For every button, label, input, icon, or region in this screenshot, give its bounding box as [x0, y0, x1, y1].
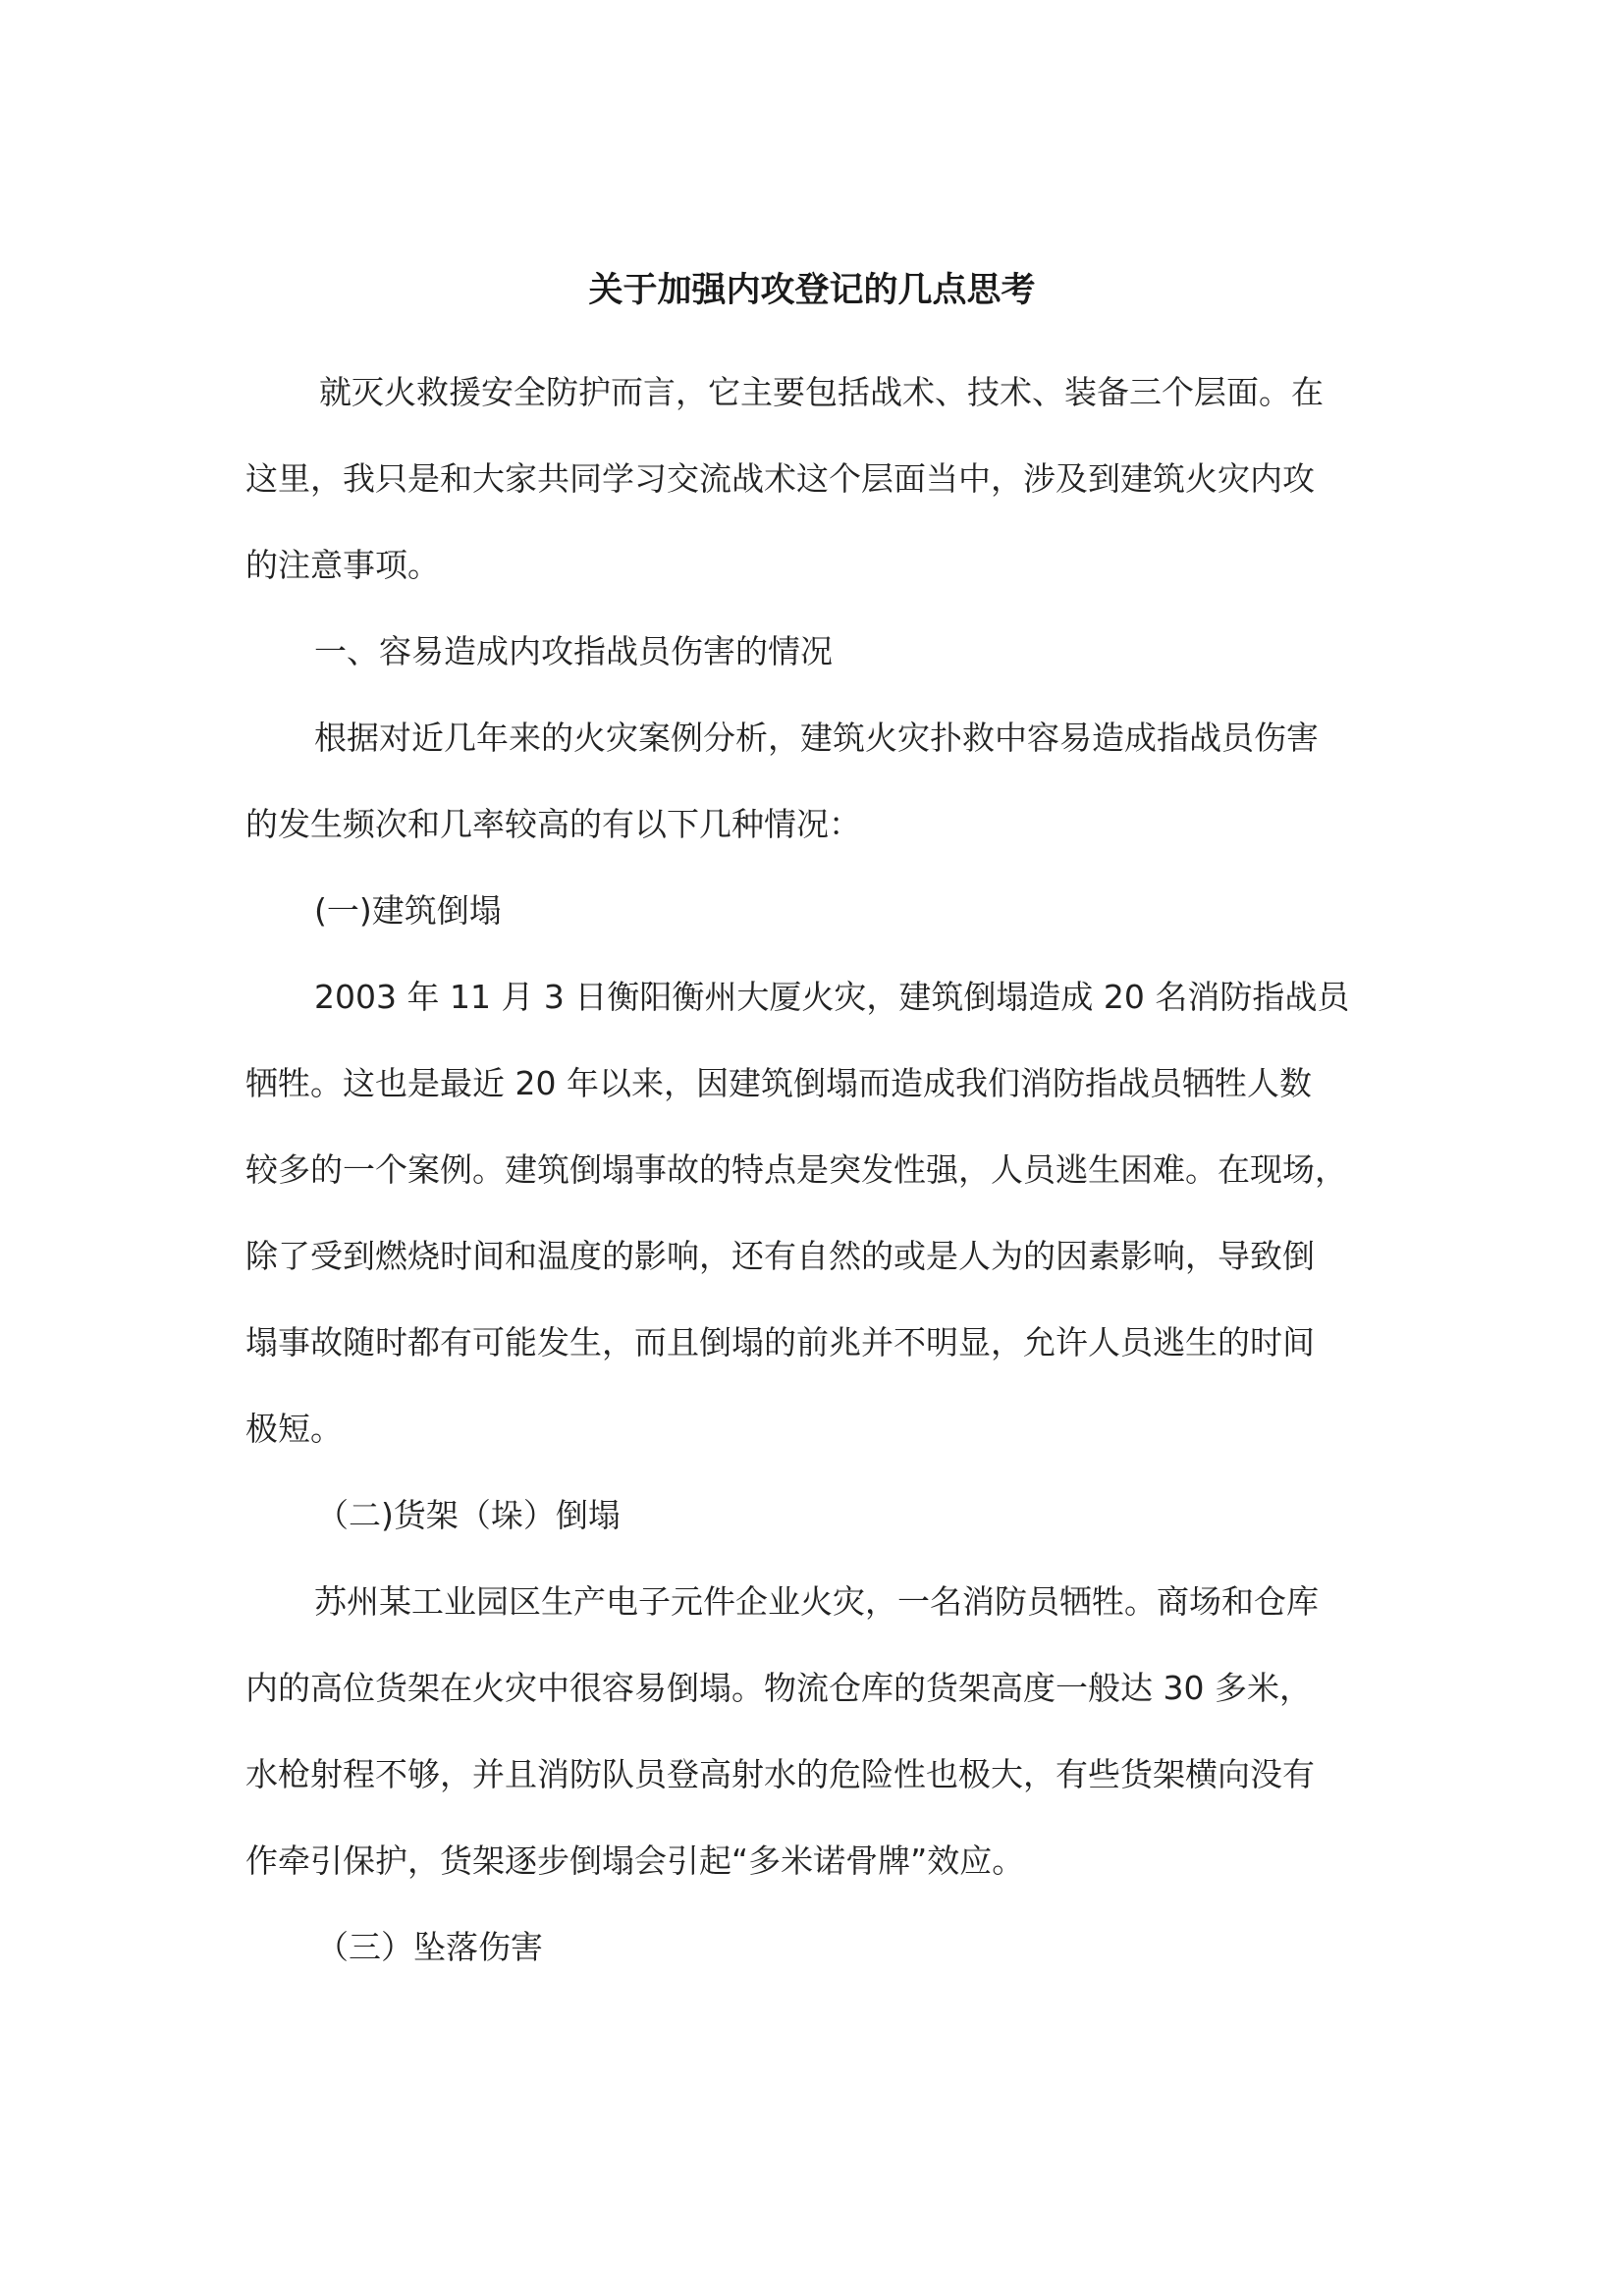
- paragraph-line: 除了受到燃烧时间和温度的影响，还有自然的或是人为的因素影响，导致倒: [245, 1237, 1315, 1275]
- paragraph-line: 作牵引保护，货架逐步倒塌会引起“多米诺骨牌”效应。: [245, 1842, 1025, 1880]
- paragraph-line: 的发生频次和几率较高的有以下几种情况：: [245, 805, 861, 843]
- paragraph-line: 的注意事项。: [245, 546, 440, 584]
- paragraph-line: 根据对近几年来的火灾案例分析，建筑火灾扑救中容易造成指战员伤害: [314, 719, 1319, 757]
- section-heading: 一、容易造成内攻指战员伤害的情况: [314, 632, 833, 670]
- subsection-heading: （二)货架（垛）倒塌: [316, 1496, 621, 1534]
- paragraph-line: 塌事故随时都有可能发生，而且倒塌的前兆并不明显，允许人员逃生的时间: [245, 1323, 1315, 1362]
- paragraph-line: 牺牲。这也是最近 20 年以来，因建筑倒塌而造成我们消防指战员牺牲人数: [245, 1064, 1312, 1102]
- document-title: 关于加强内攻登记的几点思考: [588, 271, 1036, 310]
- subsection-heading: （三）坠落伤害: [316, 1928, 543, 1966]
- paragraph-line: 较多的一个案例。建筑倒塌事故的特点是突发性强，人员逃生困难。在现场，: [245, 1150, 1347, 1189]
- paragraph-line: 就灭火救援安全防护而言，它主要包括战术、技术、装备三个层面。在: [319, 373, 1324, 411]
- paragraph-line: 苏州某工业园区生产电子元件企业火灾，一名消防员牺牲。商场和仓库: [314, 1582, 1319, 1621]
- paragraph-line: 极短。: [245, 1410, 343, 1448]
- paragraph-line: 这里，我只是和大家共同学习交流战术这个层面当中，涉及到建筑火灾内攻: [245, 459, 1315, 498]
- paragraph-line: 2003 年 11 月 3 日衡阳衡州大厦火灾，建筑倒塌造成 20 名消防指战员: [314, 978, 1350, 1016]
- subsection-heading: (一)建筑倒塌: [314, 891, 502, 930]
- paragraph-line: 水枪射程不够，并且消防队员登高射水的危险性也极大，有些货架横向没有: [245, 1755, 1315, 1793]
- paragraph-line: 内的高位货架在火灾中很容易倒塌。物流仓库的货架高度一般达 30 多米，: [245, 1669, 1312, 1707]
